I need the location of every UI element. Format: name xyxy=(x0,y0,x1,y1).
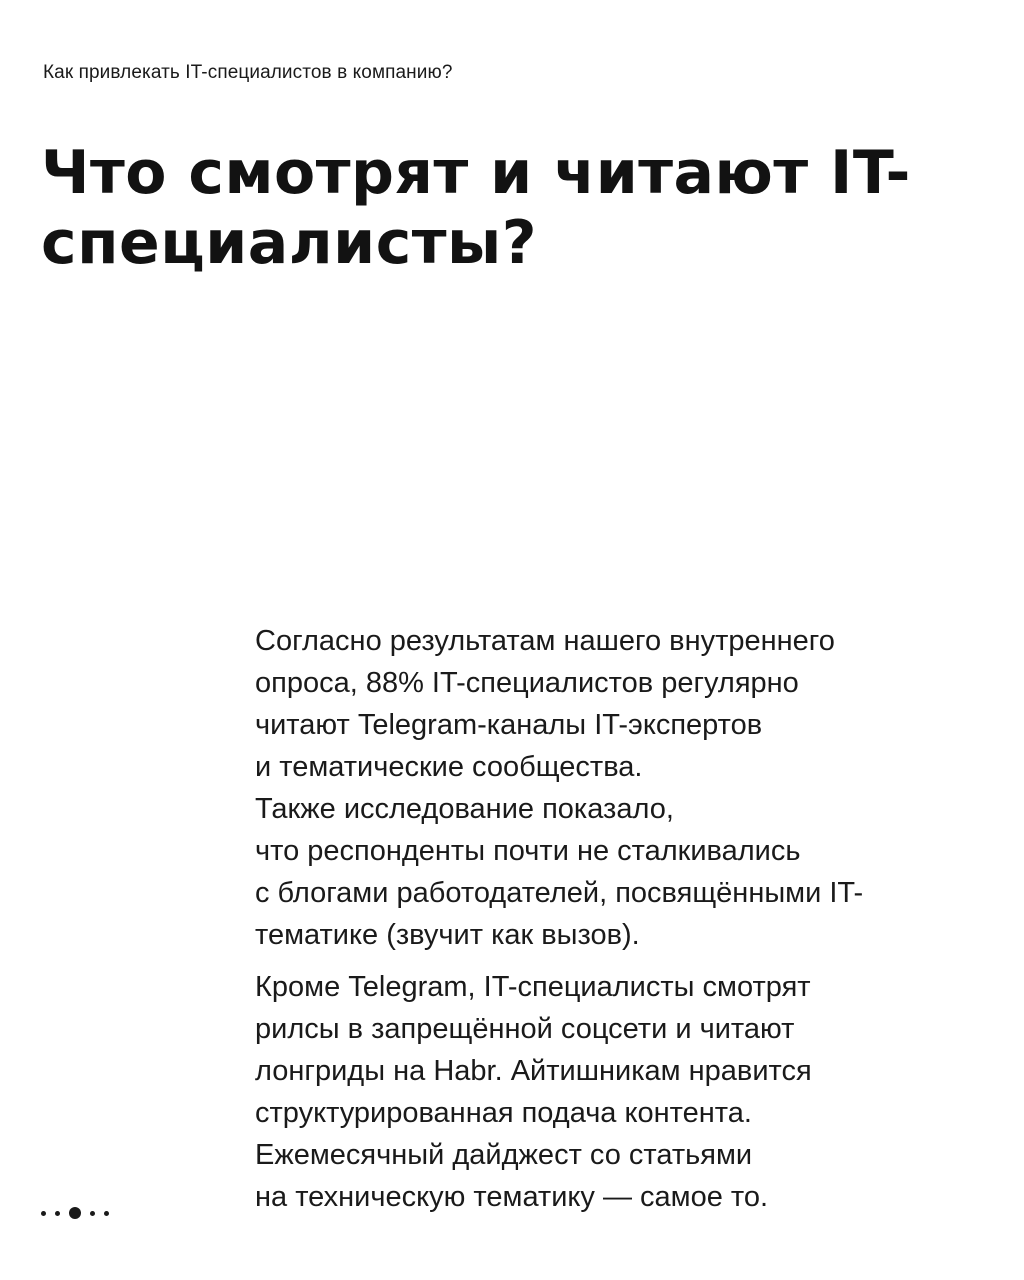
text-line: Согласно результатам нашего внутреннего xyxy=(255,625,835,657)
body-text xyxy=(255,620,985,1218)
text-line: читают Telegram-каналы IT-экспертов xyxy=(255,709,763,741)
text-line: и тематические сообщества. xyxy=(255,751,643,783)
page-title xyxy=(41,138,981,278)
pagination-dot[interactable] xyxy=(55,1211,60,1216)
pagination-dot-active[interactable] xyxy=(69,1207,81,1219)
text-line: опроса, 88% IT-специалистов регулярно xyxy=(255,667,799,699)
pagination-dot[interactable] xyxy=(90,1211,95,1216)
text-line: лонгриды на Habr. Айтишникам нравится xyxy=(255,1055,812,1087)
paragraph-2 xyxy=(255,966,985,1218)
header-kicker: Как привлекать IT-специалистов в компанию? xyxy=(43,62,453,83)
text-line: Ежемесячный дайджест со статьями xyxy=(255,1139,753,1171)
pagination-dots xyxy=(41,1207,109,1219)
text-line: рилсы в запрещённой соцсети и читают xyxy=(255,1013,795,1045)
text-line: что респонденты почти не сталкивались xyxy=(255,835,801,867)
text-line: Также исследование показало, xyxy=(255,793,674,825)
text-line: Кроме Telegram, IT-специалисты смотрят xyxy=(255,971,811,1003)
title-line: Что смотрят и читают IT- xyxy=(41,138,911,208)
pagination-dot[interactable] xyxy=(104,1211,109,1216)
text-line: тематике (звучит как вызов). xyxy=(255,919,640,951)
text-line: структурированная подача контента. xyxy=(255,1097,752,1129)
text-line: с блогами работодателей, посвящёнными IT- xyxy=(255,877,864,909)
paragraph-1 xyxy=(255,620,985,956)
title-line: специалисты? xyxy=(41,208,538,278)
pagination-dot[interactable] xyxy=(41,1211,46,1216)
text-line: на техническую тематику — самое то. xyxy=(255,1181,769,1213)
